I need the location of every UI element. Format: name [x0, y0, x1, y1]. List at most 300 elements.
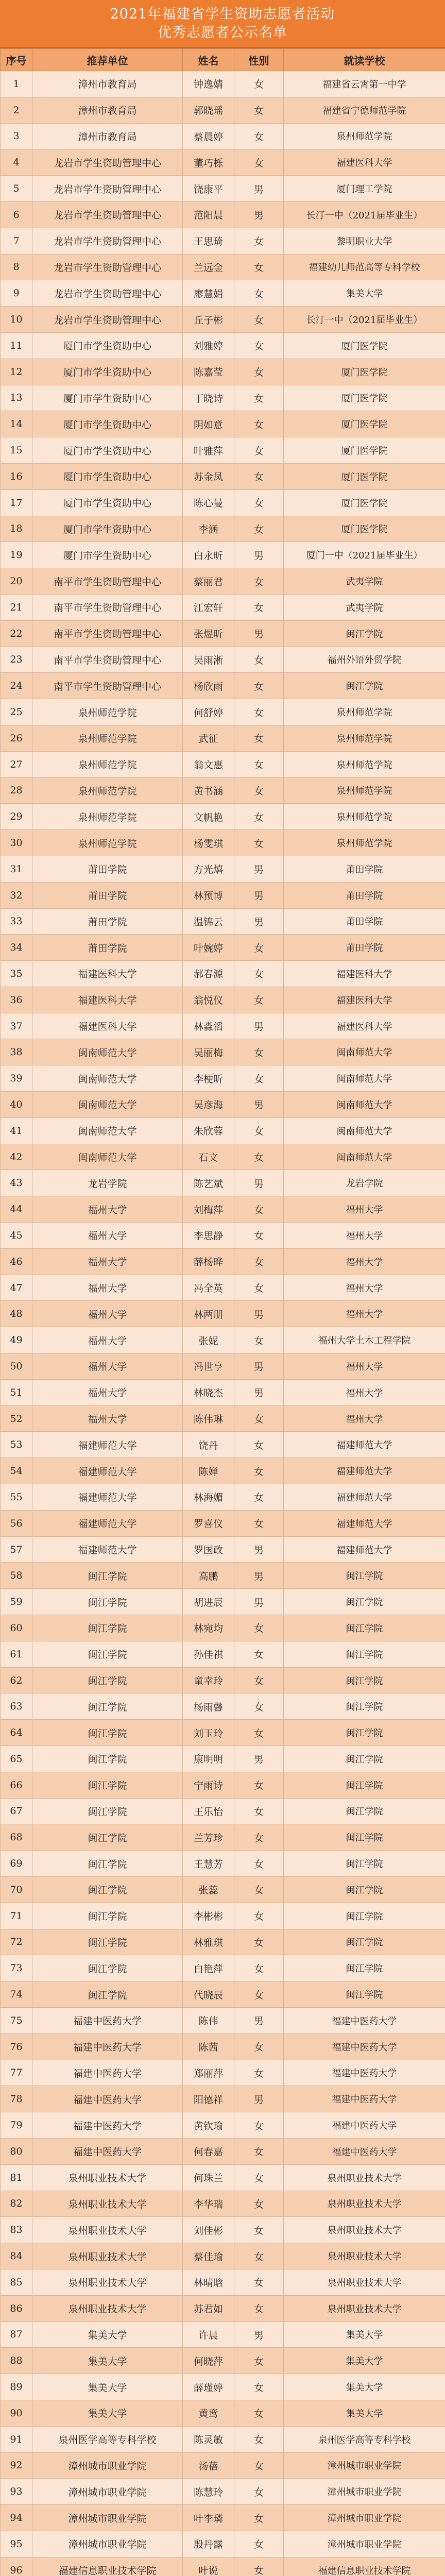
gender-cell: 男 [234, 2086, 284, 2112]
row-index-cell: 85 [1, 2269, 32, 2295]
gender-cell: 女 [234, 2060, 284, 2086]
table-row [1, 2033, 445, 2060]
gender-cell: 男 [234, 1746, 284, 1772]
table-row [1, 1327, 445, 1353]
gender-cell: 女 [234, 1248, 284, 1275]
gender-cell: 女 [234, 804, 284, 830]
student-name-cell: 翁悦仪 [183, 987, 234, 1013]
table-row [1, 1903, 445, 1929]
table-row [1, 2348, 445, 2374]
row-index-cell: 90 [1, 2400, 32, 2426]
gender-cell: 女 [234, 1405, 284, 1432]
recommending-unit-cell: 厦门市学生资助中心 [32, 411, 183, 437]
school-cell: 闽江学院 [284, 1615, 445, 1641]
row-index-cell: 89 [1, 2374, 32, 2400]
recommending-unit-cell: 闽江学院 [32, 1589, 183, 1615]
school-cell: 漳州城市职业学院 [284, 2505, 445, 2531]
recommending-unit-cell: 闽江学院 [32, 1876, 183, 1903]
school-cell: 集美大学 [284, 280, 445, 307]
recommending-unit-cell: 南平市学生资助管理中心 [32, 673, 183, 699]
row-index-cell: 56 [1, 1510, 32, 1536]
school-cell: 福建省云霄第一中学 [284, 71, 445, 97]
gender-cell: 女 [234, 1615, 284, 1641]
table-row [1, 1248, 445, 1275]
student-name-cell: 朱欣蓉 [183, 1117, 234, 1144]
gender-cell: 女 [234, 1903, 284, 1929]
school-cell: 闽南师范大学 [284, 1092, 445, 1118]
gender-cell: 女 [234, 2557, 284, 2576]
school-cell: 福建幼儿师范高等专科学校 [284, 254, 445, 280]
gender-cell: 女 [234, 1275, 284, 1301]
recommending-unit-cell: 福州大学 [32, 1353, 183, 1380]
row-index-cell: 24 [1, 673, 32, 699]
student-name-cell: 吴彦海 [183, 1092, 234, 1118]
row-index-cell: 3 [1, 123, 32, 149]
school-cell: 泉州师范学院 [284, 804, 445, 830]
recommending-unit-cell: 龙岩市学生资助管理中心 [32, 149, 183, 176]
recommending-unit-cell: 莆田学院 [32, 856, 183, 882]
school-cell: 福建中医药大学 [284, 2060, 445, 2086]
table-row [1, 1510, 445, 1536]
school-cell: 福州大学 [284, 1405, 445, 1432]
school-cell: 福建医科大学 [284, 987, 445, 1013]
recommending-unit-cell: 厦门市学生资助中心 [32, 332, 183, 359]
student-name-cell: 陈伟 [183, 2007, 234, 2033]
gender-cell: 女 [234, 1667, 284, 1693]
school-cell: 福建中医药大学 [284, 2112, 445, 2139]
row-index-cell: 36 [1, 987, 32, 1013]
recommending-unit-cell: 龙岩市学生资助管理中心 [32, 254, 183, 280]
gender-cell: 男 [234, 1379, 284, 1405]
table-row [1, 1092, 445, 1118]
school-cell: 福建中医药大学 [284, 2033, 445, 2060]
school-cell: 莆田学院 [284, 935, 445, 961]
table-row [1, 882, 445, 908]
recommending-unit-cell: 集美大学 [32, 2321, 183, 2348]
row-index-cell: 12 [1, 359, 32, 385]
row-index-cell: 34 [1, 935, 32, 961]
student-name-cell: 刘雅婷 [183, 332, 234, 359]
recommending-unit-cell: 福州大学 [32, 1196, 183, 1223]
recommending-unit-cell: 集美大学 [32, 2374, 183, 2400]
row-index-cell: 55 [1, 1484, 32, 1511]
recommending-unit-cell: 集美大学 [32, 2400, 183, 2426]
student-name-cell: 王乐怡 [183, 1798, 234, 1824]
student-name-cell: 方光熺 [183, 856, 234, 882]
school-cell: 厦门医学院 [284, 411, 445, 437]
column-header-school: 就读学校 [284, 49, 445, 71]
gender-cell: 女 [234, 1876, 284, 1903]
gender-cell: 女 [234, 1798, 284, 1824]
gender-cell: 女 [234, 699, 284, 725]
school-cell: 福州大学 [284, 1248, 445, 1275]
gender-cell: 女 [234, 516, 284, 542]
table-row [1, 489, 445, 516]
school-cell: 黎明职业大学 [284, 228, 445, 254]
table-row [1, 1458, 445, 1484]
table-row [1, 385, 445, 411]
page-title: 2021年福建省学生资助志愿者活动 [110, 6, 335, 22]
recommending-unit-cell: 福州大学 [32, 1248, 183, 1275]
recommending-unit-cell: 福建中医药大学 [32, 2060, 183, 2086]
school-cell: 福州大学 [284, 1379, 445, 1405]
school-cell: 闽江学院 [284, 673, 445, 699]
school-cell: 福建省宁德师范学院 [284, 97, 445, 123]
gender-cell: 女 [234, 935, 284, 961]
gender-cell: 女 [234, 2191, 284, 2217]
table-row [1, 228, 445, 254]
school-cell: 闽江学院 [284, 1876, 445, 1903]
gender-cell: 女 [234, 280, 284, 307]
table-row [1, 1013, 445, 1039]
gender-cell: 女 [234, 123, 284, 149]
school-cell: 泉州职业技术大学 [284, 2191, 445, 2217]
recommending-unit-cell: 闽江学院 [32, 1824, 183, 1851]
table-row [1, 1641, 445, 1667]
recommending-unit-cell: 福建中医药大学 [32, 2112, 183, 2139]
school-cell: 福建中医药大学 [284, 2086, 445, 2112]
recommending-unit-cell: 福建医科大学 [32, 961, 183, 987]
gender-cell: 女 [234, 2400, 284, 2426]
row-index-cell: 52 [1, 1405, 32, 1432]
table-row [1, 2164, 445, 2191]
table-row [1, 1536, 445, 1563]
school-cell: 闽江学院 [284, 1693, 445, 1720]
student-name-cell: 蔡丽君 [183, 568, 234, 595]
recommending-unit-cell: 福建师范大学 [32, 1536, 183, 1563]
student-name-cell: 黄钦瑜 [183, 2112, 234, 2139]
row-index-cell: 63 [1, 1693, 32, 1720]
table-row [1, 1379, 445, 1405]
school-cell: 闽南师范大学 [284, 1039, 445, 1065]
row-index-cell: 73 [1, 1955, 32, 1981]
student-name-cell: 林两朋 [183, 1301, 234, 1327]
student-name-cell: 刘佳彬 [183, 2217, 234, 2243]
row-index-cell: 8 [1, 254, 32, 280]
recommending-unit-cell: 漳州城市职业学院 [32, 2479, 183, 2505]
school-cell: 福建师范大学 [284, 1510, 445, 1536]
school-cell: 福州大学土木工程学院 [284, 1327, 445, 1353]
gender-cell: 男 [234, 620, 284, 647]
school-cell: 闽江学院 [284, 1903, 445, 1929]
school-cell: 漳州城市职业学院 [284, 2452, 445, 2479]
gender-cell: 女 [234, 437, 284, 464]
school-cell: 泉州医学高等专科学校 [284, 2426, 445, 2452]
column-header-index: 序号 [1, 49, 32, 71]
school-cell: 福州大学 [284, 1301, 445, 1327]
row-index-cell: 84 [1, 2243, 32, 2269]
gender-cell: 男 [234, 1013, 284, 1039]
student-name-cell: 温锦云 [183, 908, 234, 935]
student-name-cell: 代晓辰 [183, 1981, 234, 2008]
student-name-cell: 陈伟琳 [183, 1405, 234, 1432]
table-row [1, 1223, 445, 1249]
recommending-unit-cell: 集美大学 [32, 2348, 183, 2374]
recommending-unit-cell: 闽南师范大学 [32, 1065, 183, 1092]
table-row [1, 1667, 445, 1693]
table-row [1, 1824, 445, 1851]
recommending-unit-cell: 龙岩市学生资助管理中心 [32, 201, 183, 228]
student-name-cell: 陈茜 [183, 2033, 234, 2060]
title-block [0, 0, 445, 48]
student-name-cell: 童幸玲 [183, 1667, 234, 1693]
gender-cell: 女 [234, 1955, 284, 1981]
table-row [1, 359, 445, 385]
school-cell: 泉州师范学院 [284, 123, 445, 149]
student-name-cell: 丁晓诗 [183, 385, 234, 411]
student-name-cell: 宁雨诗 [183, 1772, 234, 1798]
recommending-unit-cell: 福州大学 [32, 1327, 183, 1353]
school-cell: 漳州城市职业学院 [284, 2479, 445, 2505]
school-cell: 闽江学院 [284, 1667, 445, 1693]
table-row [1, 961, 445, 987]
gender-cell: 女 [234, 2164, 284, 2191]
gender-cell: 女 [234, 1144, 284, 1170]
gender-cell: 女 [234, 2479, 284, 2505]
school-cell: 福建师范大学 [284, 1458, 445, 1484]
student-name-cell: 何舒婷 [183, 699, 234, 725]
recommending-unit-cell: 闽江学院 [32, 1641, 183, 1667]
school-cell: 闽江学院 [284, 1851, 445, 1877]
student-name-cell: 林晴晗 [183, 2269, 234, 2295]
row-index-cell: 7 [1, 228, 32, 254]
school-cell: 福州大学 [284, 1353, 445, 1380]
student-name-cell: 董巧栎 [183, 149, 234, 176]
school-cell: 福建医科大学 [284, 1013, 445, 1039]
recommending-unit-cell: 闽江学院 [32, 1955, 183, 1981]
row-index-cell: 16 [1, 463, 32, 489]
school-cell: 闽江学院 [284, 1720, 445, 1746]
row-index-cell: 29 [1, 804, 32, 830]
school-cell: 集美大学 [284, 2321, 445, 2348]
gender-cell: 女 [234, 1432, 284, 1458]
student-name-cell: 李梗昕 [183, 1065, 234, 1092]
recommending-unit-cell: 泉州职业技术大学 [32, 2269, 183, 2295]
recommending-unit-cell: 闽江学院 [32, 1798, 183, 1824]
row-index-cell: 38 [1, 1039, 32, 1065]
row-index-cell: 87 [1, 2321, 32, 2348]
gender-cell: 女 [234, 1065, 284, 1092]
school-cell: 闽江学院 [284, 1563, 445, 1589]
row-index-cell: 1 [1, 71, 32, 97]
gender-cell: 男 [234, 176, 284, 202]
row-index-cell: 51 [1, 1379, 32, 1405]
school-cell: 泉州师范学院 [284, 777, 445, 804]
row-index-cell: 44 [1, 1196, 32, 1223]
student-name-cell: 陈嘉莹 [183, 359, 234, 385]
volunteer-table [0, 48, 445, 2576]
gender-cell: 女 [234, 1484, 284, 1511]
student-name-cell: 叶说 [183, 2557, 234, 2576]
school-cell: 闽江学院 [284, 1772, 445, 1798]
row-index-cell: 20 [1, 568, 32, 595]
table-row [1, 1432, 445, 1458]
school-cell: 闽江学院 [284, 1929, 445, 1955]
gender-cell: 女 [234, 2138, 284, 2164]
recommending-unit-cell: 闽江学院 [32, 1929, 183, 1955]
student-name-cell: 许晨 [183, 2321, 234, 2348]
recommending-unit-cell: 闽江学院 [32, 1720, 183, 1746]
gender-cell: 女 [234, 71, 284, 97]
table-row [1, 2479, 445, 2505]
recommending-unit-cell: 厦门市学生资助中心 [32, 437, 183, 464]
gender-cell: 女 [234, 673, 284, 699]
row-index-cell: 82 [1, 2191, 32, 2217]
gender-cell: 女 [234, 2426, 284, 2452]
student-name-cell: 白艳萍 [183, 1955, 234, 1981]
school-cell: 闽南师范大学 [284, 1117, 445, 1144]
row-index-cell: 14 [1, 411, 32, 437]
gender-cell: 女 [234, 359, 284, 385]
table-row [1, 307, 445, 333]
gender-cell: 男 [234, 856, 284, 882]
row-index-cell: 67 [1, 1798, 32, 1824]
row-index-cell: 10 [1, 307, 32, 333]
gender-cell: 女 [234, 1039, 284, 1065]
row-index-cell: 40 [1, 1092, 32, 1118]
row-index-cell: 95 [1, 2531, 32, 2557]
school-cell: 长汀一中（2021届毕业生） [284, 307, 445, 333]
gender-cell: 男 [234, 1589, 284, 1615]
student-name-cell: 刘玉玲 [183, 1720, 234, 1746]
table-row [1, 516, 445, 542]
row-index-cell: 86 [1, 2295, 32, 2321]
recommending-unit-cell: 闽南师范大学 [32, 1092, 183, 1118]
table-row [1, 751, 445, 777]
recommending-unit-cell: 南平市学生资助管理中心 [32, 594, 183, 620]
student-name-cell: 高鹏 [183, 1563, 234, 1589]
table-header-row [1, 49, 445, 71]
row-index-cell: 26 [1, 725, 32, 751]
recommending-unit-cell: 泉州医学高等专科学校 [32, 2426, 183, 2452]
gender-cell: 女 [234, 830, 284, 856]
table-row [1, 1405, 445, 1432]
recommending-unit-cell: 龙岩市学生资助管理中心 [32, 228, 183, 254]
recommending-unit-cell: 福建医科大学 [32, 1013, 183, 1039]
school-cell: 闽江学院 [284, 1981, 445, 2008]
school-cell: 泉州职业技术大学 [284, 2217, 445, 2243]
row-index-cell: 93 [1, 2479, 32, 2505]
student-name-cell: 叶雅萍 [183, 437, 234, 464]
table-row [1, 908, 445, 935]
table-row [1, 1746, 445, 1772]
student-name-cell: 江宏轩 [183, 594, 234, 620]
table-row [1, 2400, 445, 2426]
recommending-unit-cell: 福州大学 [32, 1301, 183, 1327]
gender-cell: 男 [234, 542, 284, 568]
table-row [1, 1275, 445, 1301]
row-index-cell: 23 [1, 647, 32, 673]
gender-cell: 女 [234, 2295, 284, 2321]
table-row [1, 2086, 445, 2112]
student-name-cell: 阳德祥 [183, 2086, 234, 2112]
recommending-unit-cell: 福州大学 [32, 1275, 183, 1301]
row-index-cell: 11 [1, 332, 32, 359]
school-cell: 泉州职业技术大学 [284, 2269, 445, 2295]
row-index-cell: 70 [1, 1876, 32, 1903]
student-name-cell: 张煜昕 [183, 620, 234, 647]
student-name-cell: 罗喜仪 [183, 1510, 234, 1536]
gender-cell: 女 [234, 1641, 284, 1667]
recommending-unit-cell: 泉州职业技术大学 [32, 2295, 183, 2321]
recommending-unit-cell: 福州大学 [32, 1379, 183, 1405]
recommending-unit-cell: 龙岩市学生资助管理中心 [32, 176, 183, 202]
table-row [1, 804, 445, 830]
recommending-unit-cell: 福建医科大学 [32, 987, 183, 1013]
recommending-unit-cell: 福建师范大学 [32, 1510, 183, 1536]
student-name-cell: 林宛均 [183, 1615, 234, 1641]
student-name-cell: 蔡晨婷 [183, 123, 234, 149]
school-cell: 厦门医学院 [284, 516, 445, 542]
page-subtitle: 优秀志愿者公示名单 [158, 25, 287, 41]
gender-cell: 男 [234, 1536, 284, 1563]
row-index-cell: 28 [1, 777, 32, 804]
student-name-cell: 林海媚 [183, 1484, 234, 1511]
recommending-unit-cell: 福建中医药大学 [32, 2033, 183, 2060]
row-index-cell: 46 [1, 1248, 32, 1275]
school-cell: 福州大学 [284, 1223, 445, 1249]
gender-cell: 女 [234, 1851, 284, 1877]
row-index-cell: 35 [1, 961, 32, 987]
recommending-unit-cell: 福建信息职业技术学院 [32, 2557, 183, 2576]
table-row [1, 71, 445, 97]
recommending-unit-cell: 龙岩市学生资助管理中心 [32, 307, 183, 333]
gender-cell: 女 [234, 307, 284, 333]
row-index-cell: 57 [1, 1536, 32, 1563]
table-row [1, 411, 445, 437]
school-cell: 闽江学院 [284, 1641, 445, 1667]
student-name-cell: 钟逸婧 [183, 71, 234, 97]
student-name-cell: 冯世亨 [183, 1353, 234, 1380]
gender-cell: 女 [234, 1196, 284, 1223]
school-cell: 泉州师范学院 [284, 699, 445, 725]
table-row [1, 254, 445, 280]
student-name-cell: 李涵 [183, 516, 234, 542]
gender-cell: 女 [234, 228, 284, 254]
row-index-cell: 41 [1, 1117, 32, 1144]
school-cell: 厦门理工学院 [284, 176, 445, 202]
school-cell: 闽江学院 [284, 1798, 445, 1824]
table-row [1, 2426, 445, 2452]
school-cell: 集美大学 [284, 2400, 445, 2426]
recommending-unit-cell: 闽江学院 [32, 1693, 183, 1720]
table-row [1, 1117, 445, 1144]
table-row [1, 332, 445, 359]
recommending-unit-cell: 漳州城市职业学院 [32, 2531, 183, 2557]
recommending-unit-cell: 厦门市学生资助中心 [32, 463, 183, 489]
school-cell: 福建医科大学 [284, 961, 445, 987]
table-row [1, 1484, 445, 1511]
row-index-cell: 83 [1, 2217, 32, 2243]
table-row [1, 1929, 445, 1955]
recommending-unit-cell: 莆田学院 [32, 935, 183, 961]
row-index-cell: 15 [1, 437, 32, 464]
student-name-cell: 何珠兰 [183, 2164, 234, 2191]
school-cell: 福建师范大学 [284, 1484, 445, 1511]
student-name-cell: 翁文惠 [183, 751, 234, 777]
table-row [1, 1772, 445, 1798]
school-cell: 泉州职业技术大学 [284, 2295, 445, 2321]
table-row [1, 176, 445, 202]
row-index-cell: 21 [1, 594, 32, 620]
table-row [1, 1301, 445, 1327]
student-name-cell: 兰芳珍 [183, 1824, 234, 1851]
row-index-cell: 31 [1, 856, 32, 882]
recommending-unit-cell: 厦门市学生资助中心 [32, 542, 183, 568]
row-index-cell: 49 [1, 1327, 32, 1353]
table-row [1, 856, 445, 882]
school-cell: 福建中医药大学 [284, 2138, 445, 2164]
